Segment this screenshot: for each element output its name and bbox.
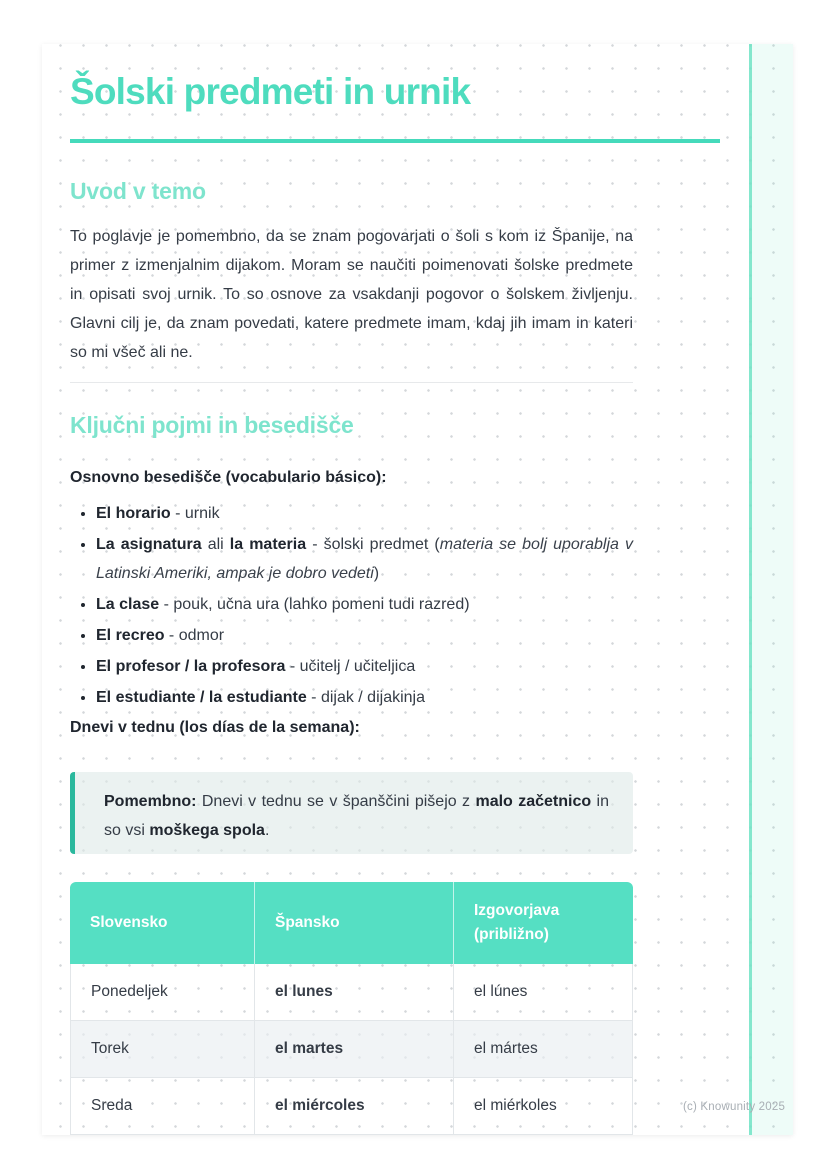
table-cell: Sreda (70, 1078, 255, 1135)
table-cell: el lúnes (454, 964, 633, 1021)
footer-credit: (c) Knowunity 2025 (683, 1101, 786, 1113)
important-callout (70, 772, 633, 854)
notebook-margin-strip (752, 44, 793, 1135)
vocab-list (70, 499, 633, 712)
table-cell: el lunes (255, 964, 454, 1021)
table-cell: el martes (255, 1021, 454, 1078)
section-heading-intro: Uvod v temo (70, 178, 206, 204)
column-header-spansko: Špansko (255, 882, 454, 964)
vocab-term-item: • El profesor / la profesora - učitelj / učiteljica (96, 652, 633, 681)
intro-paragraph: To poglavje je pomembno, da se znam pogovarjati o šoli s kom iz Španije, na primer z izmenjalnim dijakom. Moram se naučiti poimenovati šolske predmete in opisati svoj urnik. To so osnove za vsakdanji pogovor o šolskem življenju. Glavni cilj je, da znam povedati, katere predmete imam, kdaj jih imam in kateri so mi všeč ali ne. (70, 228, 633, 361)
callout-text: Pomembno: Dnevi v tednu se v španščini pišejo z malo začetnico in so vsi moškega spola. (104, 793, 610, 839)
vocab-term-item: • El estudiante / la estudiante - dijak / dijakinja (96, 683, 633, 712)
vocab-term-item: • La clase - pouk, učna ura (lahko pomeni tudi razred) (96, 590, 633, 619)
page-title: Šolski predmeti in urnik (70, 69, 720, 143)
vocab-term-item: • La asignatura ali la materia - šolski predmet (materia se bolj uporablja v Latinski Ameriki, ampak je dobro vedeti) (96, 530, 633, 588)
table-cell: Torek (70, 1021, 255, 1078)
table-cell: el mártes (454, 1021, 633, 1078)
table-cell: el miércoles (255, 1078, 454, 1135)
column-header-izgovorjava: Izgovorjava (približno) (454, 882, 633, 964)
table-row (70, 964, 633, 1021)
vocab-term-item: • El recreo - odmor (96, 621, 633, 650)
table-cell: el miérkoles (454, 1078, 633, 1135)
vocab-subheading: Osnovno besedišče (vocabulario básico): (70, 469, 387, 486)
vocab-term-item: • El horario - urnik (96, 499, 633, 528)
notebook-margin-line (749, 44, 752, 1135)
table-cell: Ponedeljek (70, 964, 255, 1021)
column-header-slovensko: Slovensko (70, 882, 255, 964)
table-row (70, 1021, 633, 1078)
section-heading-vocab: Ključni pojmi in besedišče (70, 412, 354, 438)
document-page (42, 44, 793, 1135)
days-subheading: Dnevi v tednu (los días de la semana): (70, 719, 360, 736)
document-content (70, 44, 633, 1135)
table-row (70, 1078, 633, 1135)
table-body (70, 964, 633, 1135)
days-table (70, 882, 633, 1135)
section-divider (70, 382, 633, 383)
table-header-row (70, 882, 633, 964)
